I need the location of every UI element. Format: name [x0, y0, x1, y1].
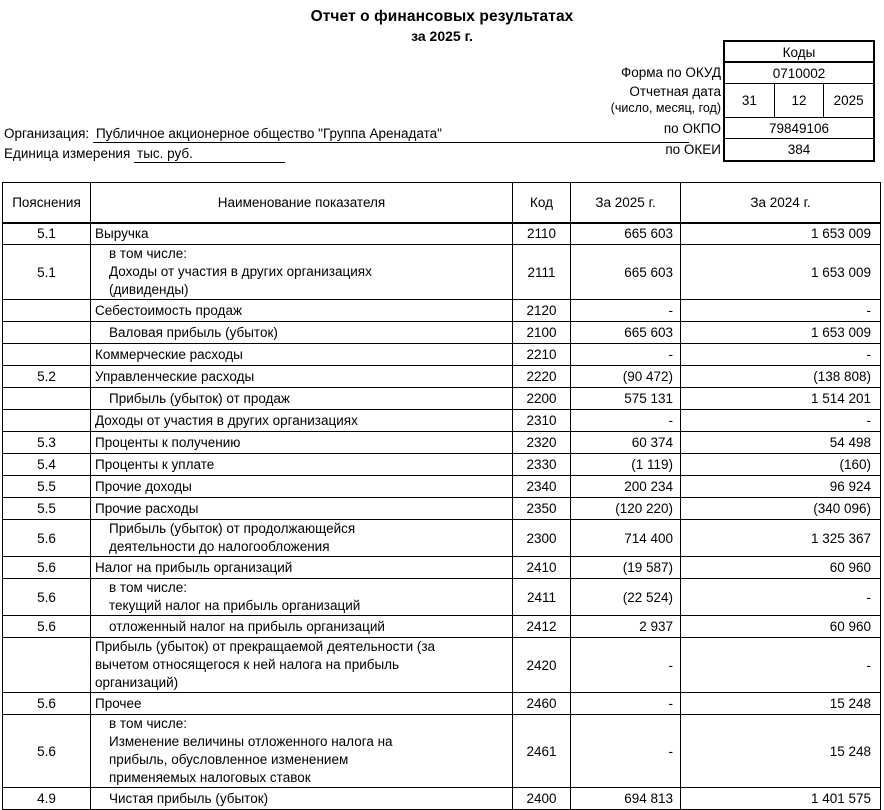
- indicator-name-lines: [95, 368, 508, 386]
- cell-value-previous: -: [681, 344, 881, 366]
- indicator-name-lines: [95, 478, 508, 496]
- indicator-name-line: в том числе:: [109, 580, 187, 595]
- indicator-name-line: вычетом относящегося к ней налога на прибыль: [95, 657, 400, 672]
- cell-code: 2412: [513, 616, 571, 638]
- cell-code: 2411: [513, 579, 571, 616]
- table-row: [3, 579, 881, 616]
- table-row: [3, 410, 881, 432]
- indicator-name-line: организаций): [95, 675, 179, 690]
- cell-note: [3, 300, 91, 322]
- cell-code: 2120: [513, 300, 571, 322]
- title-block: [0, 0, 884, 45]
- cell-value-current: -: [571, 693, 681, 715]
- cell-note: 5.6: [3, 693, 91, 715]
- cell-code: 2220: [513, 366, 571, 388]
- indicator-name-lines: [95, 346, 508, 364]
- cell-value-previous: 1 325 367: [681, 520, 881, 557]
- cell-note: 5.4: [3, 454, 91, 476]
- cell-note: [3, 638, 91, 693]
- cell-note: 5.1: [3, 245, 91, 300]
- cell-code: 2340: [513, 476, 571, 498]
- cell-code: 2460: [513, 693, 571, 715]
- table-row: [3, 693, 881, 715]
- cell-value-previous: (340 096): [681, 498, 881, 520]
- cell-indicator-name: [91, 245, 513, 300]
- cell-value-current: (22 524): [571, 579, 681, 616]
- cell-value-previous: 54 498: [681, 432, 881, 454]
- indicator-name-line: текущий налог на прибыль организаций: [109, 598, 361, 613]
- codes-value-date: [725, 84, 873, 118]
- organization-value: Публичное акционерное общество "Группа Аренадата": [93, 126, 689, 143]
- document-title: Отчет о финансовых результатах: [310, 8, 574, 25]
- cell-note: 5.6: [3, 715, 91, 788]
- table-row: [3, 715, 881, 788]
- cell-code: 2110: [513, 223, 571, 245]
- cell-value-current: 665 603: [571, 322, 681, 344]
- cell-note: 5.1: [3, 223, 91, 245]
- table-row: [3, 638, 881, 693]
- indicator-name-line: Налог на прибыль организаций: [95, 559, 293, 575]
- indicator-name-line: прибыль, обусловленное изменением: [109, 752, 349, 767]
- column-header-note: Пояснения: [3, 183, 91, 223]
- indicator-name-line: Выручка: [95, 225, 149, 241]
- table-row: [3, 476, 881, 498]
- cell-code: 2210: [513, 344, 571, 366]
- indicator-name-lines: [95, 500, 508, 518]
- indicator-name-lines: [95, 520, 508, 556]
- cell-note: [3, 410, 91, 432]
- unit-line: [4, 146, 285, 163]
- cell-code: 2200: [513, 388, 571, 410]
- cell-code: 2461: [513, 715, 571, 788]
- cell-value-previous: 60 960: [681, 557, 881, 579]
- cell-indicator-name: [91, 715, 513, 788]
- codes-value-month: 12: [775, 84, 825, 117]
- indicator-name-lines: [95, 695, 508, 713]
- cell-indicator-name: [91, 410, 513, 432]
- indicator-name-line: в том числе:: [109, 716, 187, 731]
- cell-value-previous: (160): [681, 454, 881, 476]
- cell-value-previous: -: [681, 638, 881, 693]
- cell-code: 2320: [513, 432, 571, 454]
- indicator-name-line: Доходы от участия в других организациях: [95, 412, 358, 428]
- cell-value-current: (90 472): [571, 366, 681, 388]
- cell-value-current: (120 220): [571, 498, 681, 520]
- cell-value-current: -: [571, 715, 681, 788]
- cell-value-current: -: [571, 638, 681, 693]
- indicator-name-lines: [95, 412, 508, 430]
- indicator-name-lines: [95, 579, 508, 615]
- cell-value-current: 694 813: [571, 788, 681, 810]
- cell-note: 5.6: [3, 520, 91, 557]
- table-row: [3, 300, 881, 322]
- table-row: [3, 322, 881, 344]
- cell-indicator-name: [91, 388, 513, 410]
- table-row: [3, 344, 881, 366]
- cell-code: 2410: [513, 557, 571, 579]
- cell-value-previous: 60 960: [681, 616, 881, 638]
- cell-value-current: (19 587): [571, 557, 681, 579]
- table-row: [3, 366, 881, 388]
- cell-code: 2111: [513, 245, 571, 300]
- table-row: [3, 388, 881, 410]
- cell-indicator-name: [91, 223, 513, 245]
- cell-code: 2330: [513, 454, 571, 476]
- table-row: [3, 520, 881, 557]
- column-header-name: Наименование показателя: [91, 183, 513, 223]
- cell-note: 5.6: [3, 557, 91, 579]
- cell-indicator-name: [91, 344, 513, 366]
- cell-note: 5.2: [3, 366, 91, 388]
- indicator-name-lines: [95, 638, 508, 692]
- cell-note: 5.6: [3, 616, 91, 638]
- label-report-date: [430, 83, 721, 118]
- codes-value-year: 2025: [833, 93, 864, 108]
- cell-note: 5.5: [3, 498, 91, 520]
- cell-indicator-name: [91, 693, 513, 715]
- column-header-code: Код: [513, 183, 571, 223]
- label-okpo: по ОКПО: [663, 121, 721, 136]
- indicator-name-line: Прочие расходы: [95, 500, 199, 516]
- cell-indicator-name: [91, 300, 513, 322]
- organization-line: [4, 126, 689, 143]
- cell-indicator-name: [91, 638, 513, 693]
- cell-value-current: -: [571, 344, 681, 366]
- codes-value-okei: 384: [787, 142, 811, 157]
- unit-label: Единица измерения: [4, 146, 131, 161]
- cell-indicator-name: [91, 476, 513, 498]
- cell-code: 2420: [513, 638, 571, 693]
- cell-indicator-name: [91, 454, 513, 476]
- indicator-name-lines: [95, 390, 508, 408]
- indicator-name-line: Доходы от участия в других организациях: [109, 264, 372, 279]
- codes-labels: [430, 62, 721, 160]
- unit-value: тыс. руб.: [134, 146, 285, 163]
- cell-indicator-name: [91, 557, 513, 579]
- cell-code: 2350: [513, 498, 571, 520]
- label-okud: Форма по ОКУД: [620, 65, 721, 80]
- cell-indicator-name: [91, 498, 513, 520]
- cell-note: [3, 344, 91, 366]
- cell-value-previous: -: [681, 579, 881, 616]
- indicator-name-lines: [95, 618, 508, 636]
- indicator-name-line: Коммерческие расходы: [95, 346, 243, 362]
- cell-value-previous: -: [681, 300, 881, 322]
- codes-box: [723, 40, 875, 162]
- table-row: [3, 557, 881, 579]
- indicator-name-line: Проценты к уплате: [95, 456, 215, 472]
- indicator-name-line: отложенный налог на прибыль организаций: [109, 618, 385, 634]
- cell-value-current: -: [571, 410, 681, 432]
- label-report-date-hint: (число, месяц, год): [610, 101, 721, 115]
- cell-value-previous: 1 653 009: [681, 245, 881, 300]
- document-subtitle: за 2025 г.: [411, 28, 473, 44]
- indicator-name-line: Прочие доходы: [95, 478, 192, 494]
- cell-code: 2300: [513, 520, 571, 557]
- cell-indicator-name: [91, 322, 513, 344]
- codes-value-okud: 0710002: [725, 63, 873, 84]
- codes-value-okpo: 79849106: [725, 118, 873, 139]
- indicator-name-line: применяемых налоговых ставок: [109, 770, 311, 785]
- indicator-name-line: Себестоимость продаж: [95, 302, 242, 318]
- indicator-name-line: Чистая прибыль (убыток): [109, 790, 269, 806]
- indicator-name-line: Прочее: [95, 695, 142, 711]
- cell-value-previous: 1 401 575: [681, 788, 881, 810]
- indicator-name-lines: [95, 324, 508, 342]
- indicator-name-line: Прибыль (убыток) от продолжающейся: [109, 521, 356, 536]
- table-row: [3, 454, 881, 476]
- table-row: [3, 432, 881, 454]
- indicator-name-lines: [95, 559, 508, 577]
- cell-value-previous: 1 653 009: [681, 322, 881, 344]
- table-row: [3, 245, 881, 300]
- cell-indicator-name: [91, 366, 513, 388]
- indicator-name-lines: [95, 456, 508, 474]
- cell-value-previous: 1 653 009: [681, 223, 881, 245]
- indicator-name-lines: [95, 715, 508, 787]
- cell-note: [3, 388, 91, 410]
- table-row: [3, 616, 881, 638]
- cell-code: 2100: [513, 322, 571, 344]
- cell-value-previous: -: [681, 410, 881, 432]
- table-body: [3, 223, 881, 810]
- indicator-name-line: Прибыль (убыток) от прекращаемой деятельности (за: [95, 639, 436, 654]
- cell-code: 2400: [513, 788, 571, 810]
- cell-value-current: (1 119): [571, 454, 681, 476]
- cell-value-current: 2 937: [571, 616, 681, 638]
- codes-caption: Коды: [725, 42, 873, 63]
- cell-indicator-name: [91, 579, 513, 616]
- indicator-name-lines: [95, 245, 508, 299]
- cell-value-previous: (138 808): [681, 366, 881, 388]
- cell-value-current: 714 400: [571, 520, 681, 557]
- cell-value-current: 665 603: [571, 245, 681, 300]
- cell-code: 2310: [513, 410, 571, 432]
- indicator-name-line: (дивиденды): [109, 282, 189, 297]
- indicator-name-line: в том числе:: [109, 246, 187, 261]
- cell-value-current: 60 374: [571, 432, 681, 454]
- cell-value-previous: 96 924: [681, 476, 881, 498]
- column-header-previous: За 2024 г.: [681, 183, 881, 223]
- indicator-name-line: Изменение величины отложенного налога на: [109, 734, 393, 749]
- cell-value-previous: 15 248: [681, 693, 881, 715]
- cell-indicator-name: [91, 616, 513, 638]
- table-row: [3, 788, 881, 810]
- cell-indicator-name: [91, 520, 513, 557]
- indicator-name-lines: [95, 225, 508, 243]
- cell-value-previous: 1 514 201: [681, 388, 881, 410]
- cell-value-current: 665 603: [571, 223, 681, 245]
- indicator-name-lines: [95, 302, 508, 320]
- organization-label: Организация:: [4, 126, 90, 141]
- column-header-current: За 2025 г.: [571, 183, 681, 223]
- indicator-name-line: Прибыль (убыток) от продаж: [109, 390, 290, 406]
- cell-note: 5.6: [3, 579, 91, 616]
- indicator-name-line: деятельности до налогообложения: [109, 539, 330, 554]
- cell-indicator-name: [91, 432, 513, 454]
- cell-value-current: 200 234: [571, 476, 681, 498]
- cell-note: [3, 322, 91, 344]
- indicator-name-line: Валовая прибыль (убыток): [109, 324, 278, 340]
- label-report-date-main: Отчетная дата: [629, 84, 721, 99]
- cell-value-previous: 15 248: [681, 715, 881, 788]
- cell-note: 5.5: [3, 476, 91, 498]
- codes-value-day: 31: [725, 84, 775, 117]
- cell-note: 5.3: [3, 432, 91, 454]
- table-row: [3, 498, 881, 520]
- table-header-row: [3, 183, 881, 223]
- cell-indicator-name: [91, 788, 513, 810]
- financial-results-table: [2, 182, 881, 810]
- indicator-name-line: Проценты к получению: [95, 434, 241, 450]
- cell-note: 4.9: [3, 788, 91, 810]
- cell-value-current: 575 131: [571, 388, 681, 410]
- indicator-name-lines: [95, 790, 508, 808]
- table-row: [3, 223, 881, 245]
- cell-value-current: -: [571, 300, 681, 322]
- indicator-name-line: Управленческие расходы: [95, 368, 255, 384]
- indicator-name-lines: [95, 434, 508, 452]
- label-okei: по ОКЕИ: [665, 142, 721, 157]
